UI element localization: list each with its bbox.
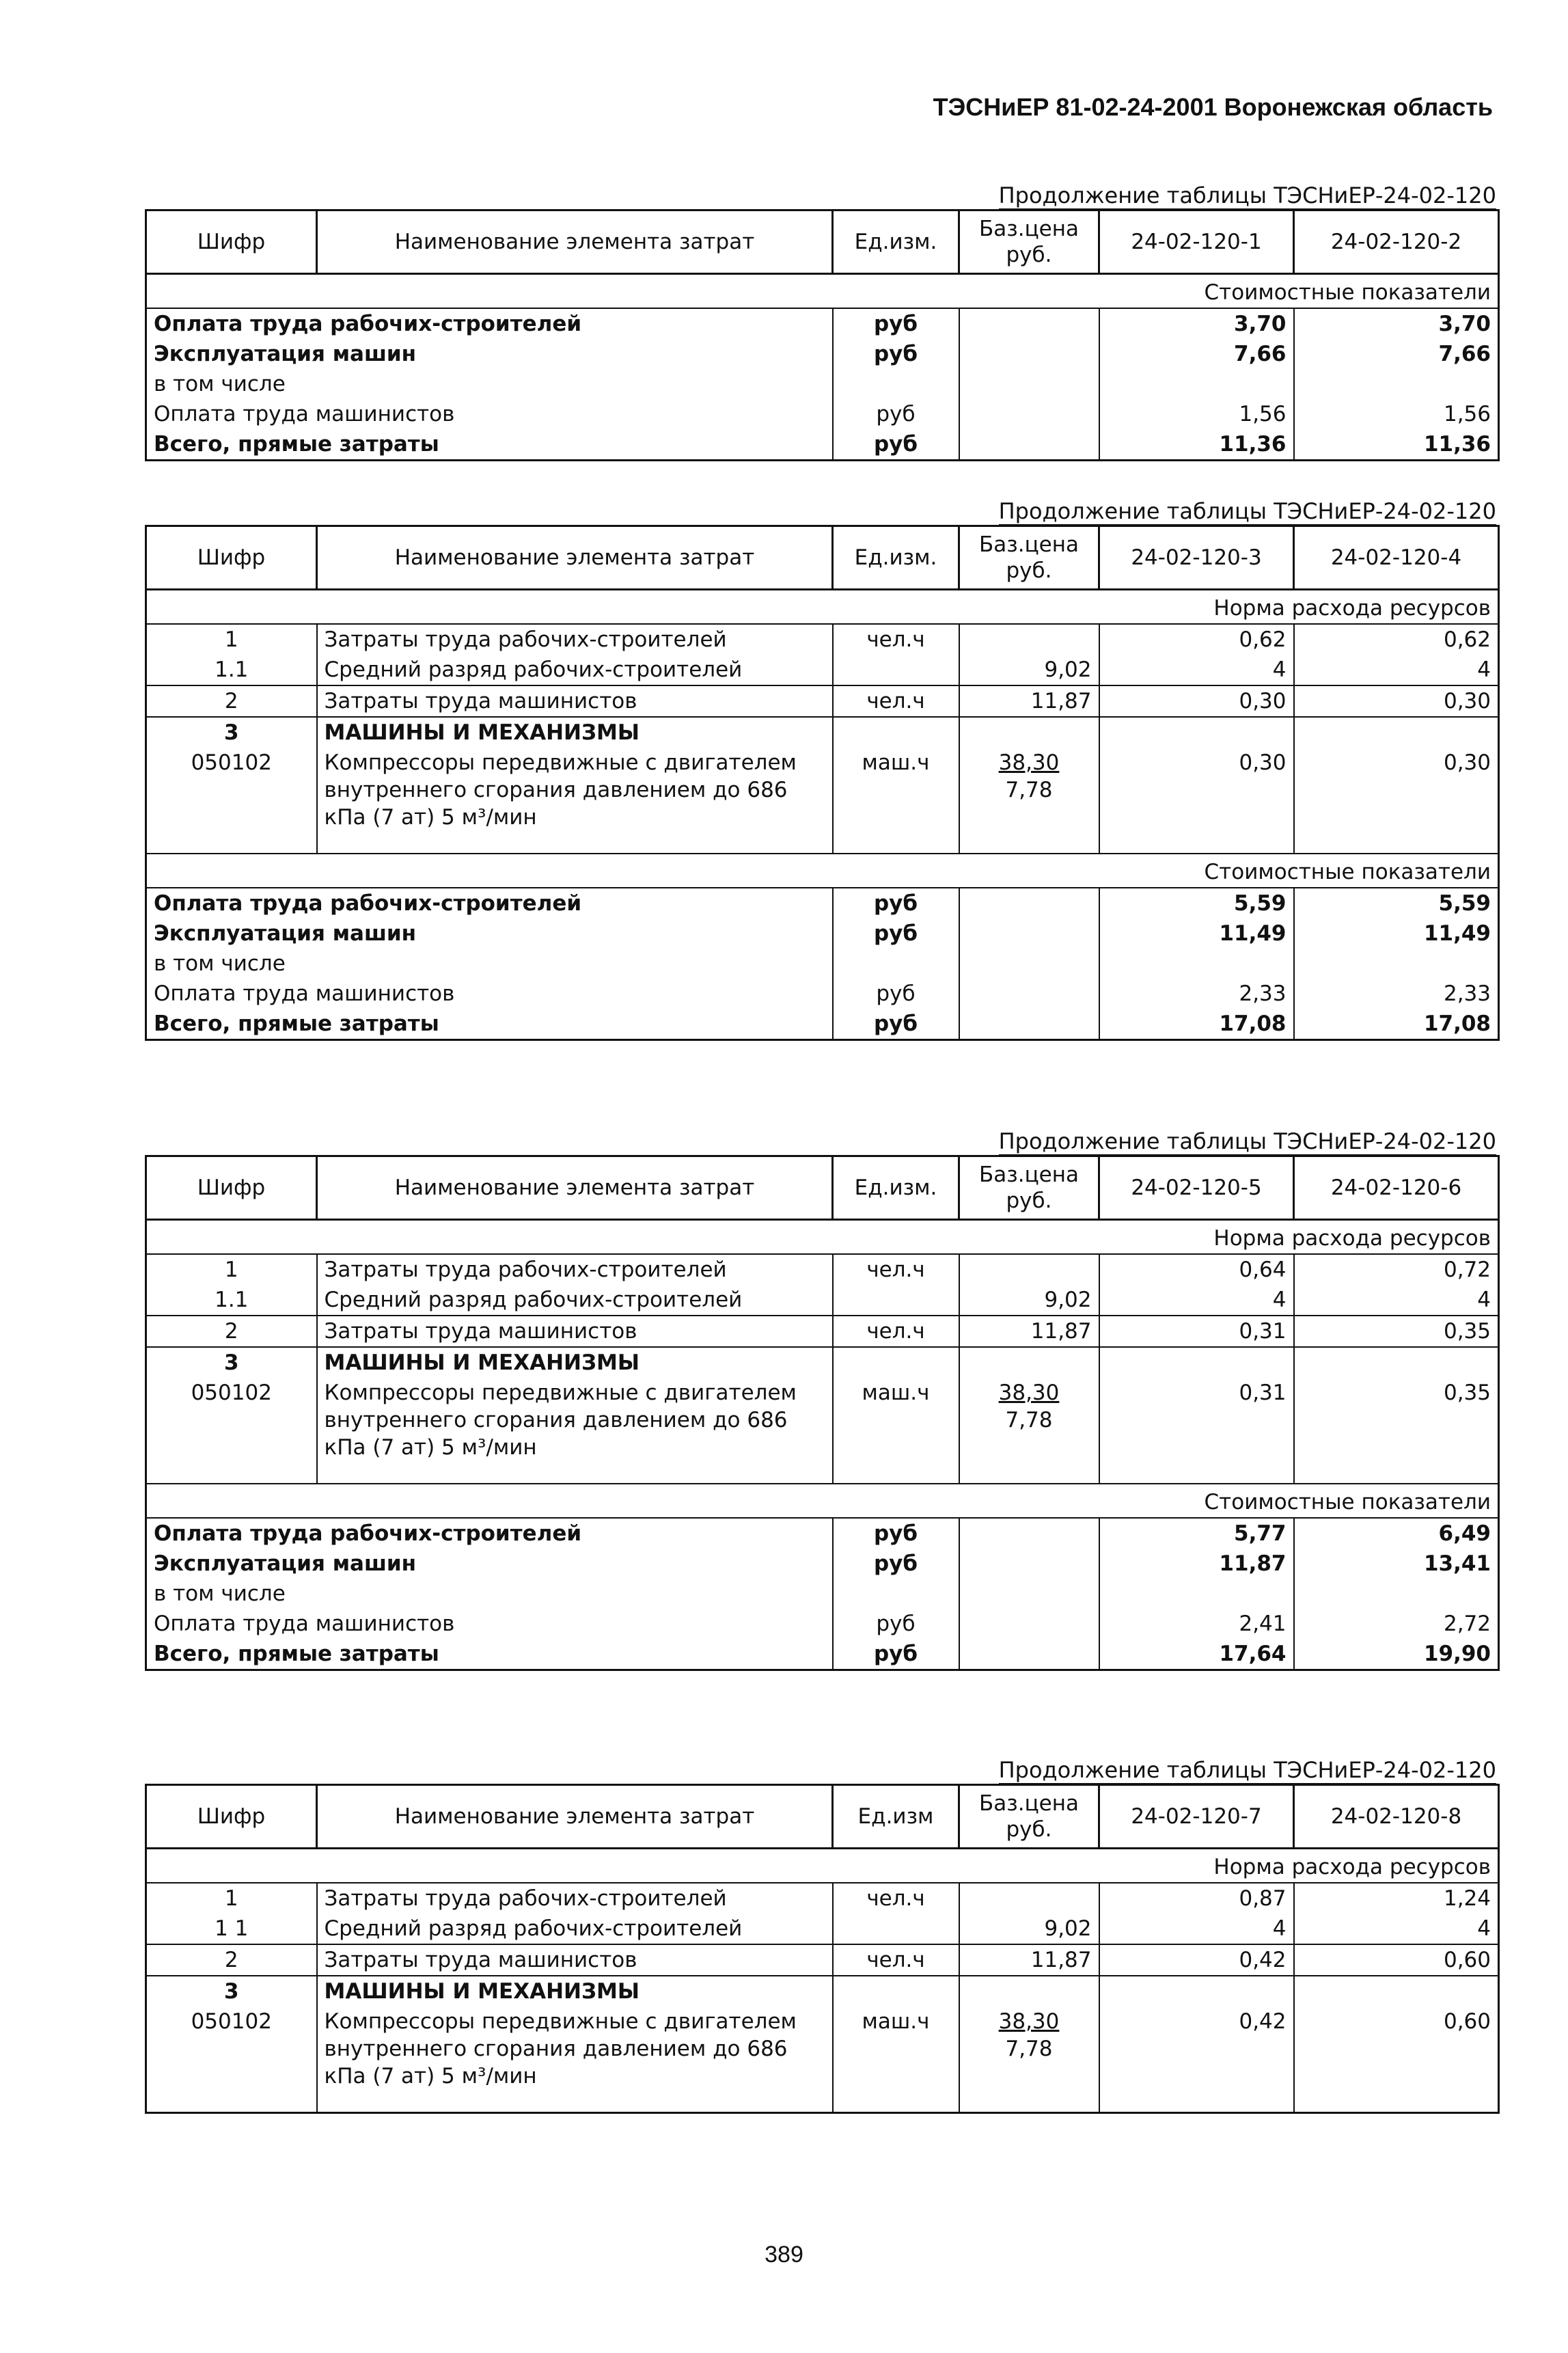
cost-value-1: 2,41 bbox=[1099, 1609, 1294, 1639]
resource-value-1: 4 bbox=[1099, 1914, 1294, 1944]
table-caption-text: Продолжение таблицы ТЭСНиЕР-24-02-120 bbox=[998, 1128, 1496, 1154]
resource-unit: чел.ч bbox=[833, 1254, 959, 1285]
table-caption bbox=[999, 183, 1496, 208]
cost-unit bbox=[833, 369, 959, 399]
header-code: Шифр bbox=[146, 526, 317, 590]
cost-value-2: 6,49 bbox=[1294, 1518, 1499, 1549]
resource-price bbox=[959, 1914, 1099, 1944]
resource-unit: маш.ч bbox=[833, 2007, 959, 2113]
resource-code: 050102 bbox=[146, 748, 317, 854]
cost-price bbox=[959, 979, 1099, 1009]
resource-value-1: 0,62 bbox=[1099, 624, 1294, 655]
resource-unit: чел.ч bbox=[833, 624, 959, 655]
resource-name: Затраты труда рабочих-строителей bbox=[317, 1254, 833, 1285]
cost-value-2: 2,33 bbox=[1294, 979, 1499, 1009]
resource-code: 1.1 bbox=[146, 1285, 317, 1316]
cost-unit bbox=[833, 949, 959, 979]
price-sub: 7,78 bbox=[1005, 1408, 1053, 1432]
resource-name: Затраты труда машинистов bbox=[317, 1944, 833, 1976]
section-title-costs: Стоимостные показатели bbox=[146, 854, 1499, 888]
resource-code: 1 bbox=[146, 1254, 317, 1285]
cost-name: в том числе bbox=[146, 369, 833, 399]
resource-table bbox=[145, 525, 1500, 1041]
resource-code: 3 bbox=[146, 1976, 317, 2007]
cost-row bbox=[146, 339, 1499, 369]
resource-price bbox=[959, 1316, 1099, 1347]
table-caption-text: Продолжение таблицы ТЭСНиЕР-24-02-120 bbox=[998, 1757, 1496, 1783]
resource-row bbox=[146, 1254, 1499, 1285]
resource-price bbox=[959, 2007, 1099, 2113]
header-unit: Ед.изм. bbox=[833, 526, 959, 590]
resource-name: МАШИНЫ И МЕХАНИЗМЫ bbox=[317, 1347, 833, 1378]
resource-unit: маш.ч bbox=[833, 748, 959, 854]
resource-name: МАШИНЫ И МЕХАНИЗМЫ bbox=[317, 717, 833, 748]
table-header-row bbox=[146, 526, 1499, 590]
resource-code: 050102 bbox=[146, 1378, 317, 1484]
resource-value-2: 0,30 bbox=[1294, 748, 1499, 854]
resource-row bbox=[146, 1347, 1499, 1378]
price-main: 9,02 bbox=[1044, 657, 1092, 682]
cost-unit bbox=[833, 1579, 959, 1609]
cost-value-1: 5,59 bbox=[1099, 888, 1294, 919]
resource-price bbox=[959, 1378, 1099, 1484]
header-price: Баз.цена руб. bbox=[959, 1156, 1099, 1220]
cost-name: Всего, прямые затраты bbox=[146, 1009, 833, 1040]
cost-row bbox=[146, 919, 1499, 949]
cost-value-1: 7,66 bbox=[1099, 339, 1294, 369]
header-price: Баз.цена руб. bbox=[959, 526, 1099, 590]
resource-code: 1.1 bbox=[146, 655, 317, 685]
cost-unit: руб bbox=[833, 399, 959, 429]
header-name: Наименование элемента затрат bbox=[317, 1785, 833, 1849]
header-name: Наименование элемента затрат bbox=[317, 210, 833, 274]
table-caption bbox=[999, 1129, 1496, 1154]
resource-row bbox=[146, 1944, 1499, 1976]
cost-row bbox=[146, 1609, 1499, 1639]
cost-value-2 bbox=[1294, 369, 1499, 399]
cost-value-2 bbox=[1294, 949, 1499, 979]
resource-value-2: 0,30 bbox=[1294, 685, 1499, 717]
resource-value-2: 4 bbox=[1294, 655, 1499, 685]
cost-unit: руб bbox=[833, 1009, 959, 1040]
cost-unit: руб bbox=[833, 1609, 959, 1639]
section-row bbox=[146, 1484, 1499, 1518]
cost-row bbox=[146, 1639, 1499, 1670]
resource-price bbox=[959, 1254, 1099, 1285]
cost-unit: руб bbox=[833, 308, 959, 339]
table-header-row bbox=[146, 210, 1499, 274]
resource-row bbox=[146, 685, 1499, 717]
header-price: Баз.цена руб. bbox=[959, 1785, 1099, 1849]
cost-value-2: 11,36 bbox=[1294, 429, 1499, 461]
price-main: 11,87 bbox=[1030, 689, 1092, 713]
header-code: Шифр bbox=[146, 210, 317, 274]
cost-value-2: 13,41 bbox=[1294, 1549, 1499, 1579]
resource-value-1: 4 bbox=[1099, 655, 1294, 685]
cost-name: в том числе bbox=[146, 1579, 833, 1609]
resource-row bbox=[146, 655, 1499, 685]
resource-value-1: 0,64 bbox=[1099, 1254, 1294, 1285]
resource-price bbox=[959, 624, 1099, 655]
cost-price bbox=[959, 429, 1099, 461]
cost-row bbox=[146, 1549, 1499, 1579]
resource-value-2: 0,35 bbox=[1294, 1316, 1499, 1347]
price-main: 38,30 bbox=[998, 750, 1060, 775]
cost-price bbox=[959, 1579, 1099, 1609]
section-row bbox=[146, 1849, 1499, 1883]
resource-price bbox=[959, 1883, 1099, 1914]
table-header-row bbox=[146, 1785, 1499, 1849]
cost-value-1: 11,36 bbox=[1099, 429, 1294, 461]
cost-value-2 bbox=[1294, 1579, 1499, 1609]
cost-row bbox=[146, 369, 1499, 399]
table-caption-text: Продолжение таблицы ТЭСНиЕР-24-02-120 bbox=[998, 182, 1496, 208]
resource-code: 1 bbox=[146, 624, 317, 655]
cost-unit: руб bbox=[833, 1518, 959, 1549]
resource-row bbox=[146, 717, 1499, 748]
resource-value-1 bbox=[1099, 1347, 1294, 1378]
cost-row bbox=[146, 1009, 1499, 1040]
header-col-2: 24-02-120-2 bbox=[1294, 210, 1499, 274]
cost-price bbox=[959, 919, 1099, 949]
resource-row bbox=[146, 1285, 1499, 1316]
resource-table bbox=[145, 1784, 1500, 2114]
resource-row bbox=[146, 1378, 1499, 1484]
resource-name: Компрессоры передвижные с двигателем внутреннего сгорания давлением до 686 кПа (7 ат) 5 м³/мин bbox=[317, 1378, 833, 1484]
header-unit: Ед.изм. bbox=[833, 210, 959, 274]
resource-unit: маш.ч bbox=[833, 1378, 959, 1484]
header-code: Шифр bbox=[146, 1156, 317, 1220]
table-caption bbox=[999, 1758, 1496, 1782]
resource-row bbox=[146, 1976, 1499, 2007]
resource-code: 1 bbox=[146, 1883, 317, 1914]
table-caption-text: Продолжение таблицы ТЭСНиЕР-24-02-120 bbox=[998, 498, 1496, 524]
table-header-row bbox=[146, 1156, 1499, 1220]
header-col-2: 24-02-120-6 bbox=[1294, 1156, 1499, 1220]
cost-price bbox=[959, 888, 1099, 919]
cost-value-2: 7,66 bbox=[1294, 339, 1499, 369]
header-name: Наименование элемента затрат bbox=[317, 1156, 833, 1220]
resource-name: Средний разряд рабочих-строителей bbox=[317, 655, 833, 685]
cost-row bbox=[146, 1579, 1499, 1609]
cost-unit: руб bbox=[833, 919, 959, 949]
resource-unit: чел.ч bbox=[833, 1883, 959, 1914]
resource-name: Затраты труда машинистов bbox=[317, 1316, 833, 1347]
cost-value-2: 11,49 bbox=[1294, 919, 1499, 949]
cost-row bbox=[146, 429, 1499, 461]
cost-row bbox=[146, 1518, 1499, 1549]
cost-price bbox=[959, 1549, 1099, 1579]
header-unit: Ед.изм. bbox=[833, 1156, 959, 1220]
cost-row bbox=[146, 888, 1499, 919]
cost-price bbox=[959, 399, 1099, 429]
cost-value-1: 11,49 bbox=[1099, 919, 1294, 949]
header-col-1: 24-02-120-1 bbox=[1099, 210, 1294, 274]
cost-value-1: 17,08 bbox=[1099, 1009, 1294, 1040]
resource-value-2 bbox=[1294, 717, 1499, 748]
header-price: Баз.цена руб. bbox=[959, 210, 1099, 274]
cost-price bbox=[959, 308, 1099, 339]
resource-price bbox=[959, 685, 1099, 717]
resource-name: Компрессоры передвижные с двигателем внутреннего сгорания давлением до 686 кПа (7 ат) 5 м³/мин bbox=[317, 748, 833, 854]
resource-value-1 bbox=[1099, 717, 1294, 748]
resource-name: МАШИНЫ И МЕХАНИЗМЫ bbox=[317, 1976, 833, 2007]
resource-unit bbox=[833, 1285, 959, 1316]
section-title-costs: Стоимостные показатели bbox=[146, 274, 1499, 309]
cost-price bbox=[959, 1518, 1099, 1549]
resource-value-2: 0,62 bbox=[1294, 624, 1499, 655]
cost-unit: руб bbox=[833, 339, 959, 369]
resource-code: 3 bbox=[146, 717, 317, 748]
resource-price bbox=[959, 1944, 1099, 1976]
price-main: 9,02 bbox=[1044, 1916, 1092, 1941]
price-main: 9,02 bbox=[1044, 1288, 1092, 1312]
resource-value-2: 4 bbox=[1294, 1285, 1499, 1316]
resource-price bbox=[959, 717, 1099, 748]
header-code: Шифр bbox=[146, 1785, 317, 1849]
resource-unit: чел.ч bbox=[833, 1316, 959, 1347]
cost-value-1: 2,33 bbox=[1099, 979, 1294, 1009]
cost-name: Оплата труда машинистов bbox=[146, 979, 833, 1009]
price-sub: 7,78 bbox=[1005, 2037, 1053, 2061]
resource-unit bbox=[833, 655, 959, 685]
cost-value-2: 3,70 bbox=[1294, 308, 1499, 339]
resource-value-2: 0,60 bbox=[1294, 1944, 1499, 1976]
cost-value-2: 1,56 bbox=[1294, 399, 1499, 429]
cost-row bbox=[146, 399, 1499, 429]
resource-unit: чел.ч bbox=[833, 685, 959, 717]
cost-price bbox=[959, 949, 1099, 979]
resource-code: 2 bbox=[146, 1316, 317, 1347]
cost-unit: руб bbox=[833, 979, 959, 1009]
resource-unit bbox=[833, 717, 959, 748]
cost-price bbox=[959, 1609, 1099, 1639]
resource-value-2: 0,72 bbox=[1294, 1254, 1499, 1285]
cost-price bbox=[959, 369, 1099, 399]
resource-value-1 bbox=[1099, 1976, 1294, 2007]
price-main: 11,87 bbox=[1030, 1948, 1092, 1972]
cost-value-1: 3,70 bbox=[1099, 308, 1294, 339]
resource-code: 2 bbox=[146, 685, 317, 717]
cost-price bbox=[959, 339, 1099, 369]
section-row bbox=[146, 274, 1499, 309]
resource-price bbox=[959, 1347, 1099, 1378]
section-title-costs: Стоимостные показатели bbox=[146, 1484, 1499, 1518]
cost-name: Всего, прямые затраты bbox=[146, 429, 833, 461]
resource-name: Средний разряд рабочих-строителей bbox=[317, 1285, 833, 1316]
cost-value-1: 1,56 bbox=[1099, 399, 1294, 429]
cost-value-2: 2,72 bbox=[1294, 1609, 1499, 1639]
resource-code: 050102 bbox=[146, 2007, 317, 2113]
resource-value-1: 0,30 bbox=[1099, 748, 1294, 854]
cost-name: Оплата труда машинистов bbox=[146, 1609, 833, 1639]
resource-price bbox=[959, 655, 1099, 685]
resource-row bbox=[146, 1883, 1499, 1914]
cost-unit: руб bbox=[833, 888, 959, 919]
cost-name: Эксплуатация машин bbox=[146, 1549, 833, 1579]
price-main: 38,30 bbox=[998, 1380, 1060, 1405]
header-unit: Ед.изм bbox=[833, 1785, 959, 1849]
section-title-norms: Норма расхода ресурсов bbox=[146, 1220, 1499, 1255]
resource-unit bbox=[833, 1914, 959, 1944]
cost-name: Эксплуатация машин bbox=[146, 919, 833, 949]
page-number: 389 bbox=[765, 2242, 803, 2268]
cost-name: Эксплуатация машин bbox=[146, 339, 833, 369]
resource-value-2 bbox=[1294, 1347, 1499, 1378]
resource-value-1: 0,42 bbox=[1099, 2007, 1294, 2113]
resource-value-1: 0,31 bbox=[1099, 1378, 1294, 1484]
resource-value-2 bbox=[1294, 1976, 1499, 2007]
resource-name: Затраты труда рабочих-строителей bbox=[317, 1883, 833, 1914]
section-row bbox=[146, 854, 1499, 888]
cost-name: Оплата труда рабочих-строителей bbox=[146, 1518, 833, 1549]
resource-value-1: 0,87 bbox=[1099, 1883, 1294, 1914]
resource-row bbox=[146, 2007, 1499, 2113]
resource-price bbox=[959, 748, 1099, 854]
section-row bbox=[146, 590, 1499, 625]
cost-value-2: 5,59 bbox=[1294, 888, 1499, 919]
cost-value-1: 5,77 bbox=[1099, 1518, 1294, 1549]
cost-price bbox=[959, 1639, 1099, 1670]
header-col-1: 24-02-120-5 bbox=[1099, 1156, 1294, 1220]
resource-row bbox=[146, 1316, 1499, 1347]
cost-value-2: 19,90 bbox=[1294, 1639, 1499, 1670]
cost-row bbox=[146, 308, 1499, 339]
header-col-2: 24-02-120-4 bbox=[1294, 526, 1499, 590]
resource-unit bbox=[833, 1347, 959, 1378]
cost-value-1 bbox=[1099, 1579, 1294, 1609]
resource-table bbox=[145, 209, 1500, 461]
price-main: 11,87 bbox=[1030, 1319, 1092, 1344]
resource-value-2: 4 bbox=[1294, 1914, 1499, 1944]
cost-name: Оплата труда машинистов bbox=[146, 399, 833, 429]
cost-value-1 bbox=[1099, 949, 1294, 979]
resource-code: 1 1 bbox=[146, 1914, 317, 1944]
cost-unit: руб bbox=[833, 429, 959, 461]
resource-name: Затраты труда рабочих-строителей bbox=[317, 624, 833, 655]
cost-name: в том числе bbox=[146, 949, 833, 979]
resource-value-1: 0,42 bbox=[1099, 1944, 1294, 1976]
section-title-norms: Норма расхода ресурсов bbox=[146, 590, 1499, 625]
resource-code: 2 bbox=[146, 1944, 317, 1976]
cost-value-2: 17,08 bbox=[1294, 1009, 1499, 1040]
cost-name: Оплата труда рабочих-строителей bbox=[146, 888, 833, 919]
header-col-2: 24-02-120-8 bbox=[1294, 1785, 1499, 1849]
cost-name: Оплата труда рабочих-строителей bbox=[146, 308, 833, 339]
cost-value-1 bbox=[1099, 369, 1294, 399]
resource-row bbox=[146, 624, 1499, 655]
resource-value-2: 0,35 bbox=[1294, 1378, 1499, 1484]
resource-row bbox=[146, 1914, 1499, 1944]
resource-table bbox=[145, 1155, 1500, 1671]
document-header-title: ТЭСНиЕР 81-02-24-2001 Воронежская область bbox=[933, 93, 1493, 121]
cost-price bbox=[959, 1009, 1099, 1040]
resource-code: 3 bbox=[146, 1347, 317, 1378]
cost-unit: руб bbox=[833, 1639, 959, 1670]
price-sub: 7,78 bbox=[1005, 778, 1053, 802]
resource-row bbox=[146, 748, 1499, 854]
header-col-1: 24-02-120-3 bbox=[1099, 526, 1294, 590]
resource-value-1: 0,30 bbox=[1099, 685, 1294, 717]
resource-name: Затраты труда машинистов bbox=[317, 685, 833, 717]
resource-value-2: 0,60 bbox=[1294, 2007, 1499, 2113]
resource-value-2: 1,24 bbox=[1294, 1883, 1499, 1914]
header-name: Наименование элемента затрат bbox=[317, 526, 833, 590]
cost-value-1: 17,64 bbox=[1099, 1639, 1294, 1670]
resource-unit bbox=[833, 1976, 959, 2007]
resource-name: Средний разряд рабочих-строителей bbox=[317, 1914, 833, 1944]
cost-value-1: 11,87 bbox=[1099, 1549, 1294, 1579]
cost-row bbox=[146, 979, 1499, 1009]
cost-row bbox=[146, 949, 1499, 979]
resource-value-1: 4 bbox=[1099, 1285, 1294, 1316]
cost-unit: руб bbox=[833, 1549, 959, 1579]
resource-value-1: 0,31 bbox=[1099, 1316, 1294, 1347]
resource-price bbox=[959, 1976, 1099, 2007]
resource-unit: чел.ч bbox=[833, 1944, 959, 1976]
table-caption bbox=[999, 499, 1496, 523]
section-title-norms: Норма расхода ресурсов bbox=[146, 1849, 1499, 1883]
cost-name: Всего, прямые затраты bbox=[146, 1639, 833, 1670]
price-main: 38,30 bbox=[998, 2009, 1060, 2034]
resource-price bbox=[959, 1285, 1099, 1316]
resource-name: Компрессоры передвижные с двигателем внутреннего сгорания давлением до 686 кПа (7 ат) 5 м³/мин bbox=[317, 2007, 833, 2113]
header-col-1: 24-02-120-7 bbox=[1099, 1785, 1294, 1849]
section-row bbox=[146, 1220, 1499, 1255]
